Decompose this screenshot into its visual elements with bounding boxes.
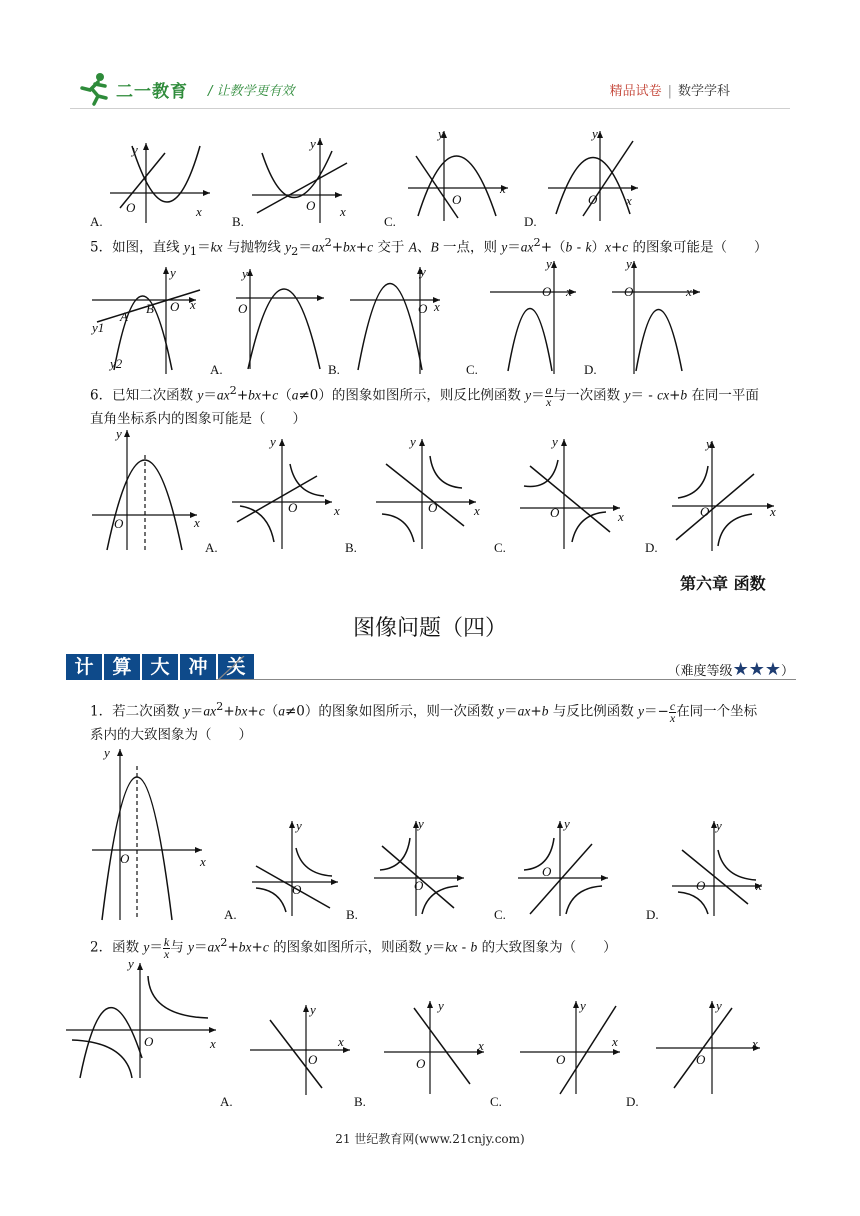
question-1-text: 1．若二次函数 $y=ax^2+bx+c(a\ne 0)$的图象如图所示，则一次函数 y＝ax+b 与反比例函数 y＝− $\frac{c}{x}$ 在同一个坐标 系内的大致图象为（ ） xyxy=(90,698,758,743)
q1ref-x-label: x xyxy=(200,854,206,869)
q2b-x-label: x xyxy=(478,1038,484,1053)
q4-option-d-label: D. xyxy=(524,214,537,229)
q5d-x-label: x xyxy=(686,284,692,299)
paper-type: 精品试卷 xyxy=(609,84,662,99)
q4d-y-label: y xyxy=(592,126,598,141)
q2-option-a-label: A. xyxy=(220,1094,233,1109)
q4a-x-label: x xyxy=(196,204,202,219)
q1d-y-label: y xyxy=(716,818,722,833)
q2-option-d-graph xyxy=(656,996,766,1094)
q2-option-c-graph xyxy=(520,996,625,1094)
q6-option-b-graph xyxy=(376,434,486,549)
q2ref-origin-label: O xyxy=(144,1034,154,1049)
q6-option-c-graph xyxy=(520,434,630,549)
q5-option-c-label: C. xyxy=(466,362,478,377)
q4a-origin-label: O xyxy=(126,200,136,215)
runner-logo-icon xyxy=(78,72,112,106)
question-6-text: 6．已知二次函数 $y=ax^2+bx+c(a\ne 0)$的图象如图所示，则反比例函数 y＝ $\frac{a}{x}$ 与一次函数 y＝ - cx+b 在同一平面 直角坐标系内的图象可能是（ ） xyxy=(90,382,759,427)
q5a-y-label: y xyxy=(242,266,248,281)
q4c-y-label: y xyxy=(438,126,444,141)
q1c-y-label: y xyxy=(564,816,570,831)
q4d-origin-label: O xyxy=(588,192,598,207)
q6-option-a-graph xyxy=(232,434,342,549)
q2d-origin-label: O xyxy=(696,1052,706,1067)
q5c-y-label: y xyxy=(546,256,552,271)
q5-option-b-graph xyxy=(350,262,445,374)
q6ref-origin-label: O xyxy=(114,516,124,531)
q6d-y-label: y xyxy=(706,436,712,451)
header-right xyxy=(610,80,730,99)
q4b-y-label: y xyxy=(310,136,316,151)
q6d-origin-label: O xyxy=(700,504,710,519)
q5d-y-label: y xyxy=(626,256,632,271)
q5a-origin-label: O xyxy=(238,301,248,316)
banner-slant-decoration xyxy=(214,656,246,680)
q2-option-c-label: C. xyxy=(490,1094,502,1109)
q2c-y-label: y xyxy=(580,998,586,1013)
q2-option-d-label: D. xyxy=(626,1094,639,1109)
q6ref-x-label: x xyxy=(194,515,200,530)
q4a-y-label: y xyxy=(132,142,138,157)
q5b-x-label: x xyxy=(434,299,440,314)
q1a-y-label: y xyxy=(296,818,302,833)
question-5-text: 5．如图，直线 $y_1=kx$ 与抛物线 $y_2=ax^2+bx+c$ 交于 A、B 一点，则 $y=ax^2+(b - k)x+c$ 的图象可能是（ ） xyxy=(90,236,768,259)
q4-option-c-label: C. xyxy=(384,214,396,229)
q4-option-b-label: B. xyxy=(232,214,244,229)
q1a-origin-label: O xyxy=(292,882,302,897)
q6c-origin-label: O xyxy=(550,505,560,520)
q4c-origin-label: O xyxy=(452,192,462,207)
q5-option-d-graph xyxy=(612,256,707,374)
q5ref-point-a: A xyxy=(120,309,128,324)
q2d-x-label: x xyxy=(752,1036,758,1051)
q6-option-b-label: B. xyxy=(345,540,357,555)
q5ref-y1-label: y1 xyxy=(92,320,105,335)
q2-option-b-graph xyxy=(384,996,489,1094)
q2-option-b-label: B. xyxy=(354,1094,366,1109)
q5-option-a-label: A. xyxy=(210,362,223,377)
q2ref-y-label: y xyxy=(128,956,134,971)
q1-option-a-label: A. xyxy=(224,907,237,922)
q1ref-origin-label: O xyxy=(120,851,130,866)
q5-option-b-label: B. xyxy=(328,362,340,377)
q1-option-d-label: D. xyxy=(646,907,659,922)
section-title: 图像问题（四） xyxy=(352,616,507,641)
q1-option-c-label: C. xyxy=(494,907,506,922)
subject-label: 数学学科 xyxy=(677,84,730,99)
banner-char: 计 xyxy=(66,654,104,680)
q5ref-y2-label: y2 xyxy=(110,356,123,371)
q2a-x-label: x xyxy=(338,1034,344,1049)
q6b-origin-label: O xyxy=(428,500,438,515)
q4-option-a-label: A. xyxy=(90,214,103,229)
banner-char: 算 xyxy=(104,654,142,680)
difficulty-stars-icon: ★★★ xyxy=(732,659,781,680)
header-separator: | xyxy=(667,84,672,99)
question-2-text: 2．函数 y＝ $\frac{k}{x}$ 与 $y=ax^2+bx+c$ 的图象如图所示，则函数 y＝kx - b 的大致图象为（ ） xyxy=(90,934,617,961)
q2c-x-label: x xyxy=(612,1034,618,1049)
q6b-y-label: y xyxy=(410,434,416,449)
q5ref-origin-label: O xyxy=(170,299,180,314)
q6c-y-label: y xyxy=(552,434,558,449)
q2a-y-label: y xyxy=(310,1002,316,1017)
q1ref-y-label: y xyxy=(104,745,110,760)
page-header xyxy=(0,0,860,118)
q5b-y-label: y xyxy=(420,264,426,279)
q5ref-x-label: x xyxy=(190,297,196,312)
q1d-x-label: x xyxy=(756,878,762,893)
q1-reference-graph xyxy=(92,744,212,920)
q2a-origin-label: O xyxy=(308,1052,318,1067)
q4d-x-label: x xyxy=(626,193,632,208)
q4c-x-label: x xyxy=(500,181,506,196)
q5c-origin-label: O xyxy=(542,284,552,299)
q6-option-a-label: A. xyxy=(205,540,218,555)
q6d-x-label: x xyxy=(770,504,776,519)
q6a-y-label: y xyxy=(270,434,276,449)
q6a-x-label: x xyxy=(334,503,340,518)
q4-option-c-graph xyxy=(408,126,518,221)
header-divider xyxy=(70,108,790,109)
q2b-origin-label: O xyxy=(416,1056,426,1071)
q6c-x-label: x xyxy=(618,509,624,524)
q5-option-c-graph xyxy=(490,256,585,374)
q6ref-y-label: y xyxy=(116,426,122,441)
q2c-origin-label: O xyxy=(556,1052,566,1067)
q2d-y-label: y xyxy=(716,998,722,1013)
q5b-origin-label: O xyxy=(418,301,428,316)
q2ref-x-label: x xyxy=(210,1036,216,1051)
page-footer: 21 世纪教育网(www.21cnjy.com) xyxy=(335,1132,525,1146)
q1b-y-label: y xyxy=(418,816,424,831)
q5-option-d-label: D. xyxy=(584,362,597,377)
q2-reference-graph xyxy=(66,958,226,1080)
q6-option-d-label: D. xyxy=(645,540,658,555)
banner-char: 大 xyxy=(142,654,180,680)
q5ref-y-label: y xyxy=(170,265,176,280)
q4b-origin-label: O xyxy=(306,198,316,213)
q5-option-a-graph xyxy=(236,264,331,374)
banner-char: 关 xyxy=(226,656,246,678)
q6-option-d-graph xyxy=(672,436,782,551)
q5ref-point-b: B xyxy=(146,301,154,316)
q6-option-c-label: C. xyxy=(494,540,506,555)
slogan-text: 让教学更有效 xyxy=(216,84,295,99)
q5d-origin-label: O xyxy=(624,284,634,299)
q4-option-d-graph xyxy=(548,126,648,221)
q1d-origin-label: O xyxy=(696,878,706,893)
difficulty-rating: （难度等级★★★） xyxy=(667,659,794,680)
q1-option-b-label: B. xyxy=(346,907,358,922)
q6b-x-label: x xyxy=(474,503,480,518)
q4b-x-label: x xyxy=(340,204,346,219)
q1b-origin-label: O xyxy=(414,878,424,893)
chapter-label: 第六章 函数 xyxy=(680,574,766,593)
q2b-y-label: y xyxy=(438,998,444,1013)
q6a-origin-label: O xyxy=(288,500,298,515)
logo-slogan: / 让教学更有效 xyxy=(208,84,295,99)
banner-char: 冲 xyxy=(180,654,218,680)
q5c-x-label: x xyxy=(566,284,572,299)
q1c-origin-label: O xyxy=(542,864,552,879)
logo-text: 二一教育 xyxy=(116,82,188,102)
q6-reference-graph xyxy=(92,425,207,550)
